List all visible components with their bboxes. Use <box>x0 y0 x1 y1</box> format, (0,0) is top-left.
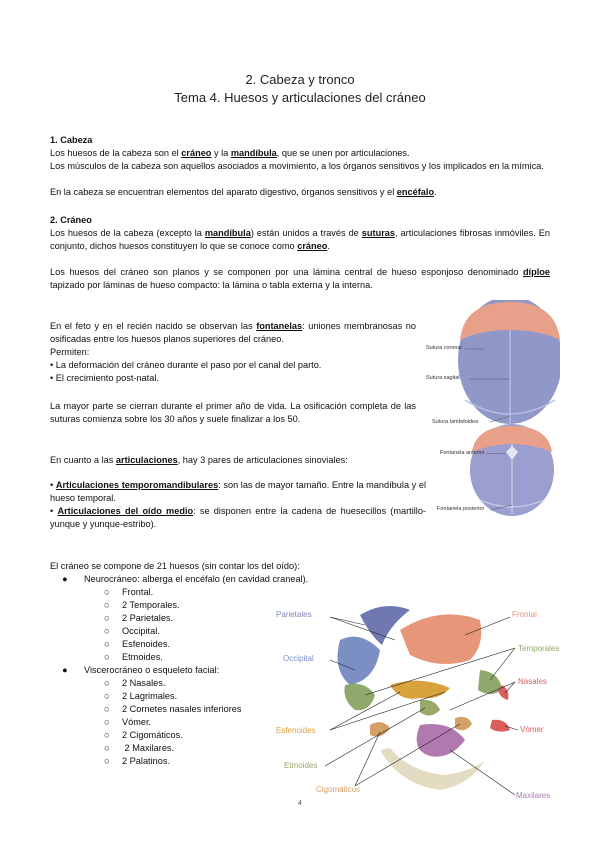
label-parietales: Parietales <box>276 610 312 619</box>
fetus-paragraph-1: En el feto y en el recién nacido se observan las fontanelas: uniones membranosas no osificadas entre los huesos planos superiores del cráneo. <box>50 321 416 344</box>
label-fontanela-posterior: Fontanela posterior <box>437 506 485 512</box>
section-2-heading: 2. Cráneo <box>50 215 92 225</box>
label-nasales: Nasales <box>518 677 547 686</box>
page-number: 4 <box>298 800 302 807</box>
ethmoid-bone <box>420 700 440 716</box>
zygomatic-bone-right <box>455 717 472 730</box>
temporal-bone <box>344 684 375 710</box>
label-temporales: Temporales <box>518 644 560 653</box>
s2-paragraph-1: Los huesos de la cabeza (excepto la mandíbula) están unidos a través de suturas, articulaciones fibrosas inmóviles. En conjunto, dichos huesos constituyen lo que se conoce como cráneo. <box>50 228 550 251</box>
sphenoid-bone <box>390 681 450 699</box>
joints-bullet-2: • Articulaciones del oído medio: se disponen entre la cadena de huesecillos (martillo-yunque y yunque-estribo). <box>50 506 426 529</box>
fetus-permiten: Permiten: <box>50 347 90 357</box>
label-vomer: Vómer <box>520 725 544 734</box>
header-line-2: Tema 4. Huesos y articulaciones del cráneo <box>174 90 426 105</box>
label-etmoides: Etmoides <box>284 761 318 770</box>
parietal-bone <box>360 606 410 645</box>
label-fontanela-anterior: Fontanela anterior <box>440 450 485 456</box>
fetus-paragraph-2: La mayor parte se cierran durante el primer año de vida. La osificación completa de las suturas comienza sobre los 30 años y suele finalizar a los 50. <box>50 401 416 424</box>
occipital-bone <box>338 637 380 685</box>
joints-bullet-1: • Articulaciones temporomandibulares: son las de mayor tamaño. Entre la mandíbula y el hueso temporal. <box>50 480 426 503</box>
label-sutura-lambdoidea: Sutura lambdoidea <box>432 419 479 425</box>
label-cigomaticos: Cigomáticos <box>316 785 361 794</box>
skull-lower-view <box>470 424 554 516</box>
s1-paragraph-2: Los músculos de la cabeza son aquellos asociados a movimiento, a los órganos sensitivos y los implicados en la mímica. <box>50 161 544 171</box>
fetal-skull-figure <box>420 300 560 518</box>
section-1-heading: 1. Cabeza <box>50 135 93 145</box>
label-sutura-coronal: Sutura coronal <box>426 345 462 351</box>
vomer-bone <box>490 720 510 732</box>
joints-intro: En cuanto a las articulaciones, hay 3 pares de articulaciones sinoviales: <box>50 455 348 465</box>
label-maxilares: Maxilares <box>516 791 551 800</box>
label-frontal: Frontal <box>512 610 537 619</box>
s1-paragraph-3: En la cabeza se encuentran elementos del aparato digestivo, órganos sensitivos y el encéfalo. <box>50 187 437 197</box>
frontal-bone <box>400 614 481 664</box>
exploded-skull-figure <box>270 600 590 800</box>
s1-paragraph-1: Los huesos de la cabeza son el cráneo y la mandíbula, que se unen por articulaciones. <box>50 148 410 158</box>
label-occipital: Occipital <box>283 654 314 663</box>
fetus-bullet-1: • La deformación del cráneo durante el paso por el canal del parto. <box>50 360 322 370</box>
skull-top-view <box>458 300 560 424</box>
label-sutura-sagital: Sutura sagital <box>426 375 460 381</box>
s2-paragraph-2: Los huesos del cráneo son planos y se componen por una lámina central de hueso esponjoso denominado díploe tapizado por láminas de hueso compacto: la lámina o tabla externa y la interna. <box>50 267 550 290</box>
fetus-bullet-2: • El crecimiento post-natal. <box>50 373 159 383</box>
header-line-1: 2. Cabeza y tronco <box>245 72 355 87</box>
label-esfenoides: Esfenoides <box>276 726 316 735</box>
bones-intro: El cráneo se compone de 21 huesos (sin contar los del oído): <box>50 561 300 571</box>
